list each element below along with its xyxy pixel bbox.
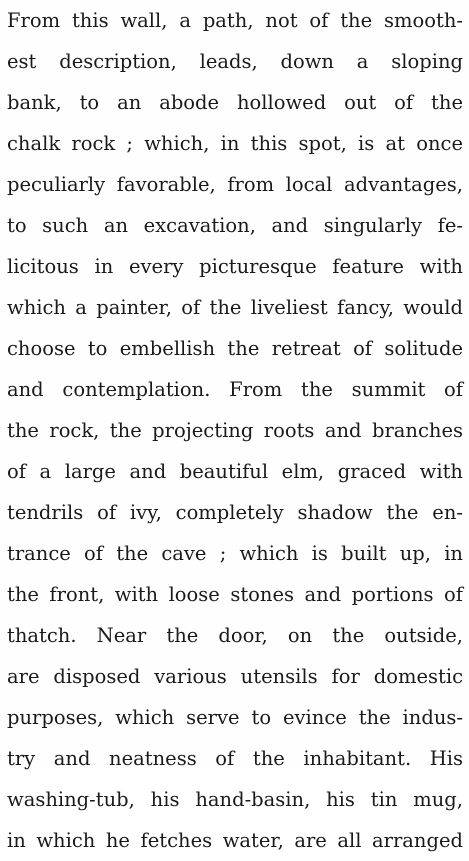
text-line: the rock, the projecting roots and branches — [7, 419, 463, 442]
text-line: to such an excavation, and singularly fe- — [7, 214, 463, 237]
body-text — [7, 0, 463, 861]
text-line: thatch. Near the door, on the outside, — [7, 624, 463, 647]
text-line: est description, leads, down a sloping — [7, 50, 463, 73]
text-line: peculiarly favorable, from local advantages, — [7, 173, 463, 196]
text-line: bank, to an abode hollowed out of the — [7, 91, 463, 114]
text-line: chalk rock ; which, in this spot, is at once — [7, 132, 463, 155]
text-line: trance of the cave ; which is built up, in — [7, 542, 463, 565]
text-line: of a large and beautiful elm, graced with — [7, 460, 463, 483]
text-line: From this wall, a path, not of the smooth- — [7, 9, 463, 32]
text-line: try and neatness of the inhabitant. His — [7, 747, 463, 770]
text-line: in which he fetches water, are all arranged — [7, 829, 463, 852]
text-line: tendrils of ivy, completely shadow the en- — [7, 501, 463, 524]
text-line: are disposed various utensils for domestic — [7, 665, 463, 688]
text-line: licitous in every picturesque feature with — [7, 255, 463, 278]
text-line: which a painter, of the liveliest fancy, would — [7, 296, 463, 319]
text-line: purposes, which serve to evince the indus- — [7, 706, 463, 729]
text-line: the front, with loose stones and portions of — [7, 583, 463, 606]
text-line: choose to embellish the retreat of solitude — [7, 337, 463, 360]
text-line: washing-tub, his hand-basin, his tin mug, — [7, 788, 463, 811]
text-line: and contemplation. From the summit of — [7, 378, 463, 401]
